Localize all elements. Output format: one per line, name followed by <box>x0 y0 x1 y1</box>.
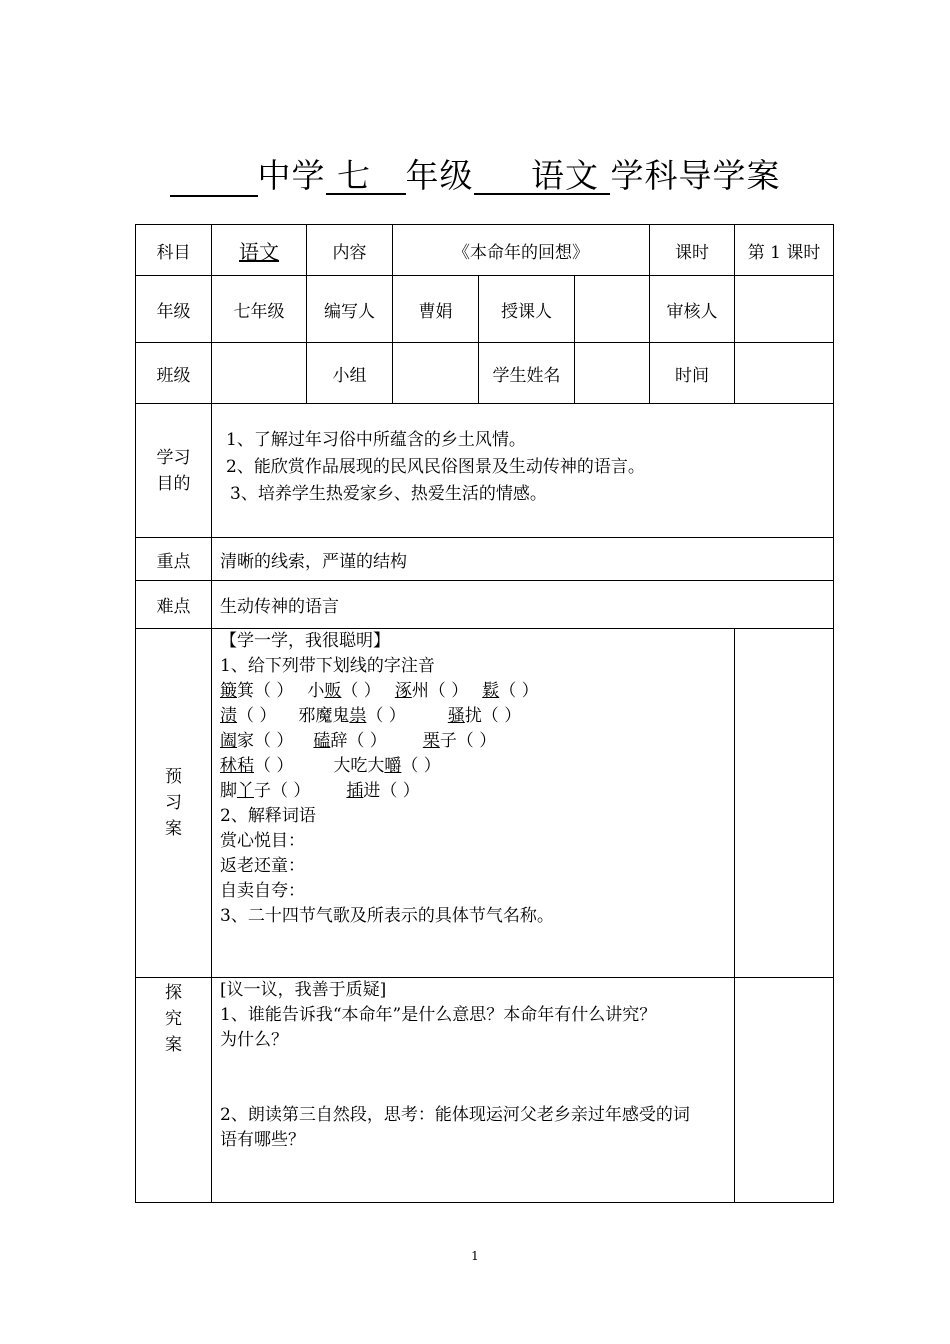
group-value[interactable] <box>393 343 479 404</box>
objectives-label <box>136 404 212 538</box>
preview-notes[interactable] <box>735 629 834 978</box>
underlined-char: 骚 <box>447 706 465 726</box>
underlined-char: 磕 <box>313 731 331 751</box>
pinyin-blank[interactable]: （ ） <box>341 681 381 701</box>
reviewer-label: 审核人 <box>650 276 735 343</box>
pinyin-row-1 <box>220 679 734 704</box>
pinyin-blank[interactable]: 辞（ ） <box>330 731 387 751</box>
preview-task3: 3、二十四节气歌及所表示的具体节气名称。 <box>220 906 554 926</box>
objective-item: 3、培养学生热爱家乡、热爱生活的情感。 <box>230 484 547 504</box>
vocab-item: 自卖自夸： <box>220 881 305 901</box>
subject-value <box>212 225 307 276</box>
preview-label-3: 案 <box>165 819 182 839</box>
author-label: 编写人 <box>307 276 393 343</box>
explore-question: 1、谁能告诉我“本命年”是什么意思？本命年有什么讲究？ <box>220 1005 657 1025</box>
explore-label <box>136 978 212 1203</box>
pinyin-blank[interactable]: （ ） <box>366 706 406 726</box>
pinyin-blank[interactable]: 家（ ） <box>237 731 294 751</box>
underlined-char: 嚼 <box>384 756 402 776</box>
pinyin-row-4 <box>220 754 734 779</box>
word-text: 脚 <box>220 781 237 801</box>
difficulty-text: 生动传神的语言 <box>212 581 834 629</box>
page-number: 1 <box>471 1249 479 1263</box>
objectives-label-1: 学习 <box>156 447 191 468</box>
preview-task1: 1、给下列带下划线的字注音 <box>220 656 435 676</box>
subject-value-text: 语文 <box>239 239 279 264</box>
pinyin-row-3 <box>220 729 734 754</box>
preview-label-1: 预 <box>165 767 182 787</box>
title-school-suffix: 中学 <box>257 156 326 195</box>
title-grade-suffix: 年级 <box>405 156 474 195</box>
key-point-text: 清晰的线索，严谨的结构 <box>212 538 834 581</box>
explore-question-cont: 为什么？ <box>220 1030 288 1050</box>
student-label: 学生姓名 <box>479 343 575 404</box>
underlined-char: 插 <box>346 781 364 801</box>
author-value: 曹娟 <box>393 276 479 343</box>
student-value[interactable] <box>575 343 650 404</box>
explore-notes[interactable] <box>735 978 834 1203</box>
pinyin-blank[interactable]: （ ） <box>401 756 441 776</box>
title-subject <box>474 156 611 195</box>
period-value: 第 1 课时 <box>735 225 834 276</box>
word-text: 邪魔鬼 <box>298 706 350 726</box>
underlined-char: 丫 <box>237 781 254 801</box>
title-doc-suffix: 学科导学案 <box>610 156 781 195</box>
vocab-item: 赏心悦目： <box>220 831 305 851</box>
time-value[interactable] <box>735 343 834 404</box>
underlined-char: 簸 <box>220 681 237 701</box>
pinyin-blank[interactable]: 子（ ） <box>254 781 311 801</box>
explore-label-3: 案 <box>165 1035 182 1055</box>
word-text: 小 <box>307 681 325 701</box>
objective-item: 1、了解过年习俗中所蕴含的乡土风情。 <box>226 430 526 450</box>
pinyin-row-5 <box>220 779 734 804</box>
objectives-label-2: 目的 <box>156 473 191 494</box>
pinyin-blank[interactable]: （ ） <box>237 706 277 726</box>
objectives-content <box>212 404 834 538</box>
period-label: 课时 <box>650 225 735 276</box>
teacher-value[interactable] <box>575 276 650 343</box>
preview-label-2: 习 <box>165 793 182 813</box>
class-value[interactable] <box>212 343 307 404</box>
underlined-char: 涿 <box>394 681 412 701</box>
underlined-char: 阖 <box>220 731 237 751</box>
explore-heading: [议一议，我善于质疑] <box>220 980 387 1000</box>
preview-heading: 【学一学，我很聪明】 <box>220 631 390 651</box>
key-point-label: 重点 <box>136 538 212 581</box>
explore-question-cont: 语有哪些？ <box>220 1130 305 1150</box>
underlined-char: 栗 <box>422 731 440 751</box>
reviewer-value[interactable] <box>735 276 834 343</box>
school-blank <box>170 161 258 197</box>
group-label: 小组 <box>307 343 393 404</box>
subject-label: 科目 <box>136 225 212 276</box>
class-label: 班级 <box>136 343 212 404</box>
page-title <box>0 150 950 197</box>
teacher-label: 授课人 <box>479 276 575 343</box>
title-grade-value: 七 <box>337 156 372 195</box>
pinyin-row-2 <box>220 704 734 729</box>
explore-question: 2、朗读第三自然段，思考：能体现运河父老乡亲过年感受的词 <box>220 1105 690 1125</box>
preview-label <box>136 629 212 978</box>
preview-content <box>212 629 735 978</box>
underlined-char: 鬏 <box>482 681 500 701</box>
title-subject-value: 语文 <box>530 156 599 195</box>
underlined-char: 贩 <box>324 681 342 701</box>
pinyin-blank[interactable]: 子（ ） <box>439 731 497 751</box>
explore-label-1: 探 <box>165 983 182 1003</box>
pinyin-blank[interactable]: （ ） <box>254 756 294 776</box>
explore-content <box>212 978 735 1203</box>
difficulty-label: 难点 <box>136 581 212 629</box>
pinyin-blank[interactable]: （ ） <box>499 681 539 701</box>
grade-value: 七年级 <box>212 276 307 343</box>
content-label: 内容 <box>307 225 393 276</box>
underlined-char: 秫秸 <box>220 756 254 776</box>
grade-label: 年级 <box>136 276 212 343</box>
pinyin-blank[interactable]: 扰（ ） <box>464 706 522 726</box>
content-value: 《本命年的回想》 <box>393 225 650 276</box>
word-text: 大吃大 <box>333 756 385 776</box>
explore-label-2: 究 <box>165 1009 182 1029</box>
vocab-item: 返老还童： <box>220 856 305 876</box>
pinyin-blank[interactable]: 进（ ） <box>363 781 420 801</box>
underlined-char: 祟 <box>349 706 367 726</box>
preview-task2: 2、解释词语 <box>220 806 316 826</box>
pinyin-blank[interactable]: 州（ ） <box>411 681 469 701</box>
lesson-table <box>135 224 834 1203</box>
underlined-char: 渍 <box>220 706 237 726</box>
objective-item: 2、能欣赏作品展现的民风民俗图景及生动传神的语言。 <box>226 457 645 477</box>
title-grade <box>326 156 406 195</box>
time-label: 时间 <box>650 343 735 404</box>
pinyin-blank[interactable]: 箕（ ） <box>237 681 294 701</box>
